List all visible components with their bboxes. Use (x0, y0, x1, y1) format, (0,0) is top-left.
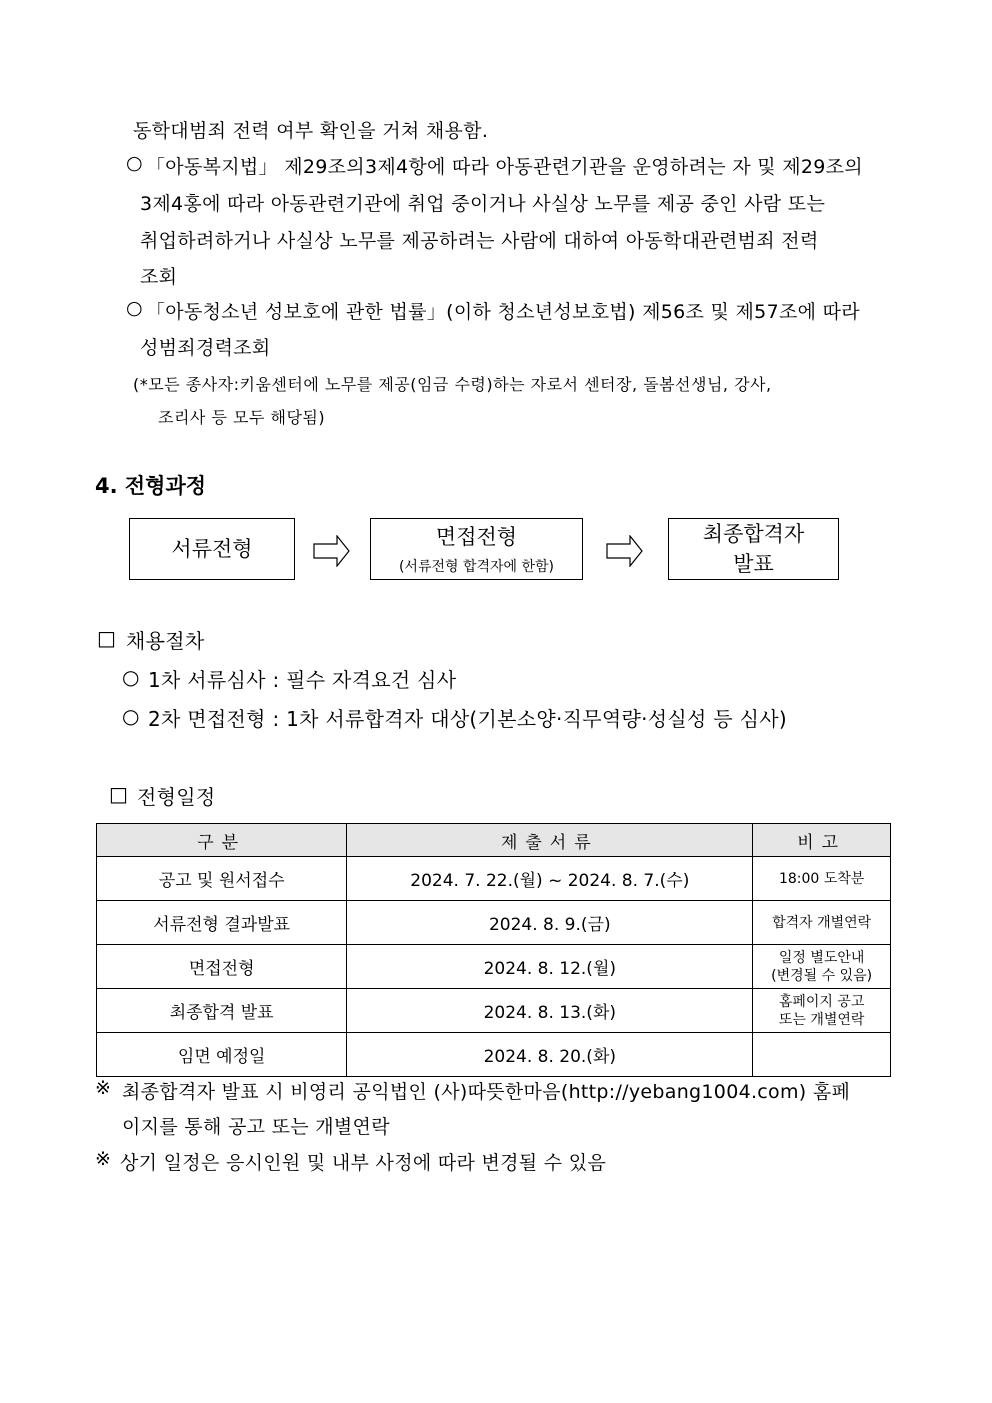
bullet-line: 조회 (140, 266, 178, 288)
note-line: 합격자 개별연락 (772, 914, 872, 931)
header-documents: 제출서류 (347, 824, 753, 857)
bullet-marker: ○ (126, 297, 143, 319)
checkbox-marker: □ (97, 626, 117, 650)
footnote-marker: ※ (95, 1077, 112, 1099)
cell-category: 서류전형 결과발표 (97, 901, 347, 945)
note-line: (*모든 종사자:키움센터에 노무를 제공(임금 수령)하는 자로서 센터장, 돌봄선생님, 강사, (133, 375, 772, 394)
cell-category: 공고 및 원서접수 (97, 857, 347, 901)
procedure-item: 2차 면접전형 : 1차 서류합격자 대상(기본소양·직무역량·성실성 등 심사) (148, 707, 787, 731)
table-row (97, 857, 891, 901)
bullet-line: 성범죄경력조회 (140, 337, 271, 359)
table-row (97, 945, 891, 989)
flow-step-label: 면접전형 (435, 525, 518, 549)
arrow-right-icon (606, 535, 646, 567)
footnote-line: 이지를 통해 공고 또는 개별연락 (122, 1116, 390, 1138)
bullet-marker: ○ (126, 152, 143, 174)
intro-continuation: 동학대범죄 전력 여부 확인을 거쳐 채용함. (133, 120, 489, 142)
note-line: 조리사 등 모두 해당됨) (158, 408, 326, 427)
cell-date: 2024. 7. 22.(월) ~ 2024. 8. 7.(수) (347, 857, 753, 901)
procedure-title: 채용절차 (126, 629, 205, 653)
bullet-line: 취업하려하거나 사실상 노무를 제공하려는 사람에 대하여 아동학대관련범죄 전력 (140, 230, 819, 252)
cell-note (753, 857, 891, 901)
cell-note (753, 901, 891, 945)
note-line: 또는 개별연락 (778, 1011, 865, 1028)
cell-category: 임면 예정일 (97, 1033, 347, 1077)
bullet-marker: ○ (122, 704, 140, 728)
footnote-marker: ※ (95, 1148, 112, 1170)
cell-date: 2024. 8. 20.(화) (347, 1033, 753, 1077)
flow-step-sublabel: (서류전형 합격자에 한함) (398, 559, 555, 575)
bullet-line: 3제4홍에 따라 아동관련기관에 취업 중이거나 사실상 노무를 제공 중인 사람 또는 (140, 193, 826, 215)
flow-step-label: 최종합격자 (702, 522, 805, 546)
flow-step-final-announcement (668, 518, 839, 580)
cell-date: 2024. 8. 13.(화) (347, 989, 753, 1033)
cell-date: 2024. 8. 9.(금) (347, 901, 753, 945)
flow-step-label: 서류전형 (171, 537, 253, 561)
note-line: 홈페이지 공고 (778, 993, 865, 1010)
flow-step-interview (370, 518, 583, 580)
cell-date: 2024. 8. 12.(월) (347, 945, 753, 989)
header-remarks: 비고 (753, 824, 891, 857)
bullet-line: 「아동복지법」 제29조의3제4항에 따라 아동관련기관을 운영하려는 자 및 제29조의 (146, 156, 863, 178)
note-line: 일정 별도안내 (778, 949, 865, 966)
header-category: 구분 (97, 824, 347, 857)
note-line: (변경될 수 있음) (771, 967, 873, 984)
note-line: 18:00 도착분 (778, 870, 865, 887)
footnote-line: 최종합격자 발표 시 비영리 공익법인 (사)따뜻한마음(http://yebang1004.com) 홈페 (122, 1081, 851, 1103)
checkbox-marker: □ (109, 782, 129, 806)
cell-note (753, 1033, 891, 1077)
table-row (97, 901, 891, 945)
section-heading: 4. 전형과정 (95, 474, 207, 498)
schedule-table (96, 823, 891, 1077)
table-row (97, 989, 891, 1033)
cell-category: 면접전형 (97, 945, 347, 989)
footnote-line: 상기 일정은 응시인원 및 내부 사정에 따라 변경될 수 있음 (120, 1152, 607, 1174)
cell-note (753, 945, 891, 989)
flow-step-label: 발표 (733, 552, 774, 576)
table-row (97, 1033, 891, 1077)
arrow-right-icon (313, 535, 353, 567)
table-header-row (97, 824, 891, 857)
bullet-line: 「아동청소년 성보호에 관한 법률」(이하 청소년성보호법) 제56조 및 제57조에 따라 (146, 301, 860, 323)
schedule-title: 전형일정 (137, 785, 216, 809)
procedure-item: 1차 서류심사 : 필수 자격요건 심사 (148, 668, 457, 692)
cell-category: 최종합격 발표 (97, 989, 347, 1033)
flow-step-document-screening (129, 518, 295, 580)
cell-note (753, 989, 891, 1033)
bullet-marker: ○ (122, 665, 140, 689)
